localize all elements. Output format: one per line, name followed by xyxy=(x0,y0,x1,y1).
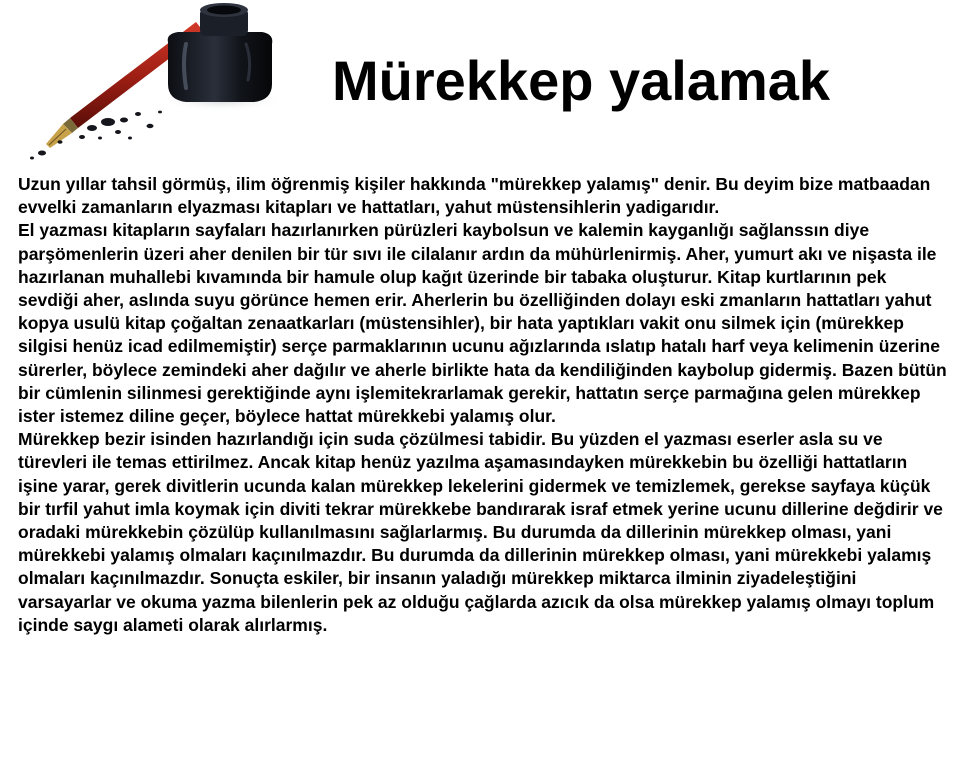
inkwell-and-pen-icon xyxy=(0,0,290,165)
paragraph-intro: Uzun yıllar tahsil görmüş, ilim öğrenmiş kişiler hakkında "mürekkep yalamış" denir. Bu deyim bize matbaadan evvelki zamanların elyazması kitapları ve hattatları, yahut müstensihlerin yadigarıdır. xyxy=(18,174,931,218)
article-body xyxy=(18,173,948,637)
paragraph-ink: Mürekkep bezir isinden hazırlandığı için suda çözülmesi tabidir. Bu yüzden el yazması eserler asla su ve türevleri ile temas ettirilmez. Ancak kitap henüz yazılma aşamasındayken mürekkebin bu özelliği hattatların işine yarar, gerek divitlerin ucunda kalan mürekkep lekelerini gidermek ve temizlemek, gerekse sayfaya küçük bir tırfil yahut imla koymak için diviti tekrar mürekkebe bandırarak israf etmek yerine ucunu dillerine değdirir ve oradaki mürekkebin çözülüp kullanılmasını sağlarlarmış. Bu durumda da dillerinin mürekkep olması, yani mürekkebi yalamış olmaları kaçınılmazdır. Bu durumda da dillerinin mürekkep olması, yani mürekkebi yalamış olmaları kaçınılmazdır. Sonuçta eskiler, bir insanın yaladığı mürekkep miktarca ilminin ziyadeleştiğini varsayarlar ve okuma yazma bilenlerin pek az olduğu çağlarda azıcık da olsa mürekkep yalamış olmayı toplum içinde saygı alameti olarak alırlarmış. xyxy=(18,429,943,635)
bottle-mouth xyxy=(207,6,241,15)
ink-bottle xyxy=(168,3,273,102)
bottle-highlight xyxy=(184,44,186,88)
paragraph-aher: El yazması kitapların sayfaları hazırlanırken pürüzleri kaybolsun ve kalemin kayganlığı sağlanssın diye parşömenlerin üzeri aher denilen bir tür sıvı ile cilalanır ardın da mühürlenirmiş. Aher, yumurt akı ve nişasta ile hazırlanan muhallebi kıvamında bir hamule olup kağıt üzerinde bir tabaka oluşturur. Kitap kurtlarının pek sevdiği aher, aslında suyu görünce hemen erir. Aherlerin bu özelliğinden dolayı eski zmanların hattatları yahut kopya usulü kitap çoğaltan zenaatkarları (müstensihler), bir hata yaptıkları vakit onu silmek için (mürekkep silgisi henüz icad edilmemiştir) serçe parmaklarının ucunu ağızlarında ıslatıp hatalı harf veya kelimenin üzerine sürerler, böylece zemindeki aher dağılır ve aherle birlikte hata da kendiliğinden kaybolup gidermiş. Bazen bütün bir cümlenin silinmesi gerektiğinde aynı işlemitekrarlamak gerekir, hattatın serçe parmağına gelen mürekkep ister istemez diline geçer, böylece hattat mürekkebi yalamış olur. xyxy=(18,220,947,427)
ink-splatter xyxy=(30,111,162,160)
page-title: Mürekkep yalamak xyxy=(332,49,831,112)
